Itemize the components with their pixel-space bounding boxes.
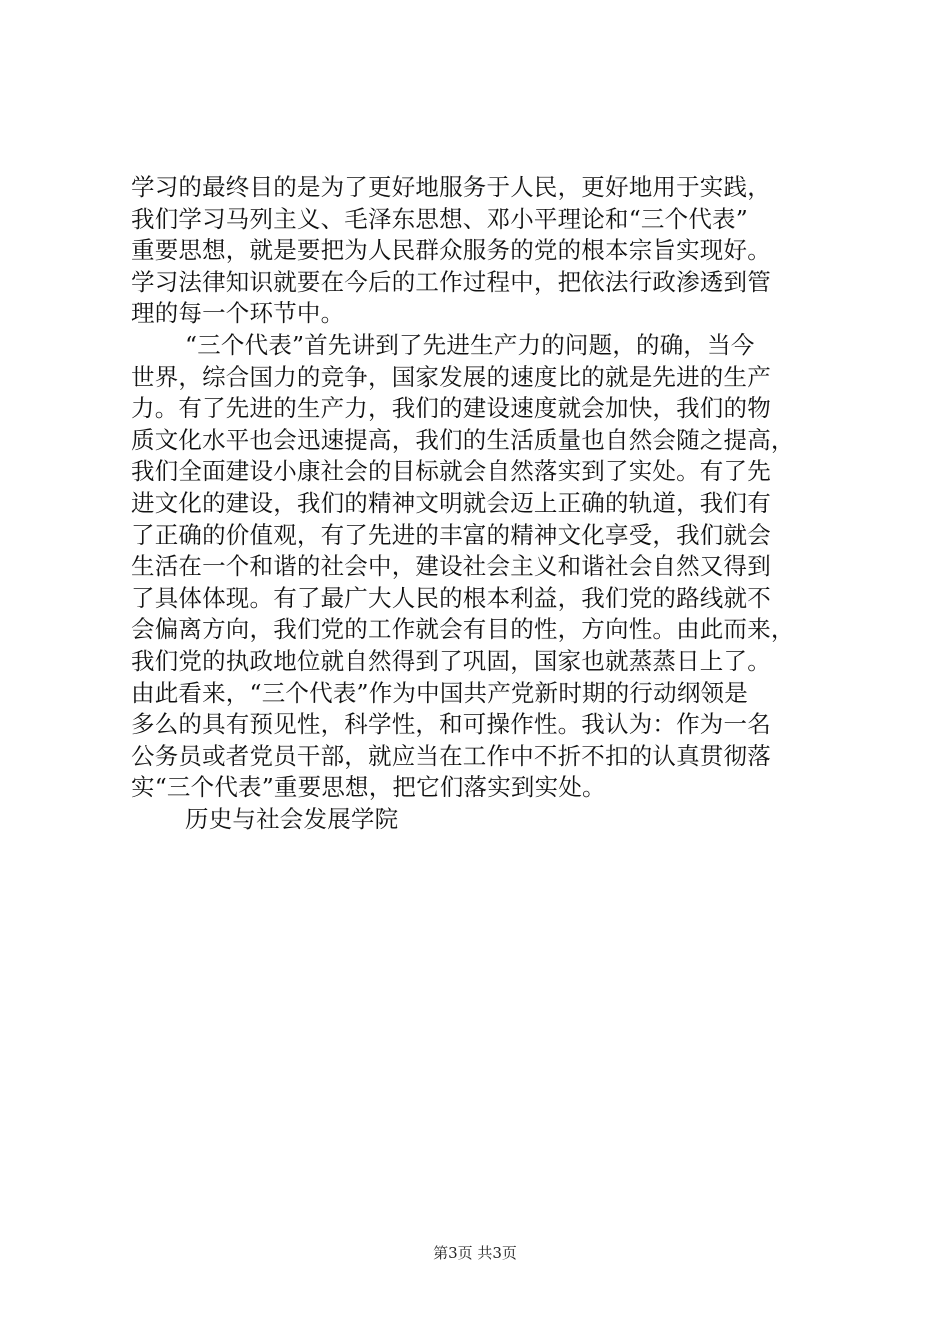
paragraph-2-line: 我们党的执政地位就自然得到了巩固，国家也就蒸蒸日上了。 (131, 646, 771, 675)
paragraph-2-line: 世界，综合国力的竞争，国家发展的速度比的就是先进的生产 (131, 362, 771, 391)
paragraph-2-line: 质文化水平也会迅速提高，我们的生活质量也自然会随之提高， (131, 425, 795, 454)
paragraph-2-line: 多么的具有预见性，科学性，和可操作性。我认为：作为一名 (131, 710, 771, 739)
paragraph-2-line: 了正确的价值观，有了先进的丰富的精神文化享受，我们就会 (131, 520, 771, 549)
paragraph-1-line: 重要思想，就是要把为人民群众服务的党的根本宗旨实现好。 (131, 236, 771, 265)
paragraph-1-line: 学习法律知识就要在今后的工作过程中，把依法行政渗透到管 (131, 267, 771, 296)
paragraph-2-line: 力。有了先进的生产力，我们的建设速度就会加快，我们的物 (131, 394, 771, 423)
paragraph-2-line: 由此看来，“三个代表”作为中国共产党新时期的行动纲领是 (131, 678, 748, 707)
paragraph-2-line: 进文化的建设，我们的精神文明就会迈上正确的轨道，我们有 (131, 488, 771, 517)
paragraph-1-line: 我们学习马列主义、毛泽东思想、邓小平理论和“三个代表” (131, 204, 748, 233)
paragraph-2-line: 会偏离方向，我们党的工作就会有目的性，方向性。由此而来， (131, 615, 795, 644)
paragraph-2-line: 了具体体现。有了最广大人民的根本利益，我们党的路线就不 (131, 583, 771, 612)
paragraph-1-line: 学习的最终目的是为了更好地服务于人民，更好地用于实践， (131, 173, 771, 201)
document-body (131, 172, 831, 835)
signature: 历史与社会发展学院 (185, 804, 399, 833)
paragraph-2-line: 公务员或者党员干部，就应当在工作中不折不扣的认真贯彻落 (131, 741, 771, 770)
page-number-footer: 第3页 共3页 (433, 1244, 517, 1262)
paragraph-2-line: 我们全面建设小康社会的目标就会自然落实到了实处。有了先 (131, 457, 771, 486)
paragraph-2-line: “三个代表”首先讲到了先进生产力的问题，的确，当今 (185, 330, 755, 359)
paragraph-2-line: 实“三个代表”重要思想，把它们落实到实处。 (131, 773, 606, 802)
paragraph-1-line: 理的每一个环节中。 (131, 299, 345, 328)
paragraph-2-line: 生活在一个和谐的社会中，建设社会主义和谐社会自然又得到 (131, 552, 771, 581)
